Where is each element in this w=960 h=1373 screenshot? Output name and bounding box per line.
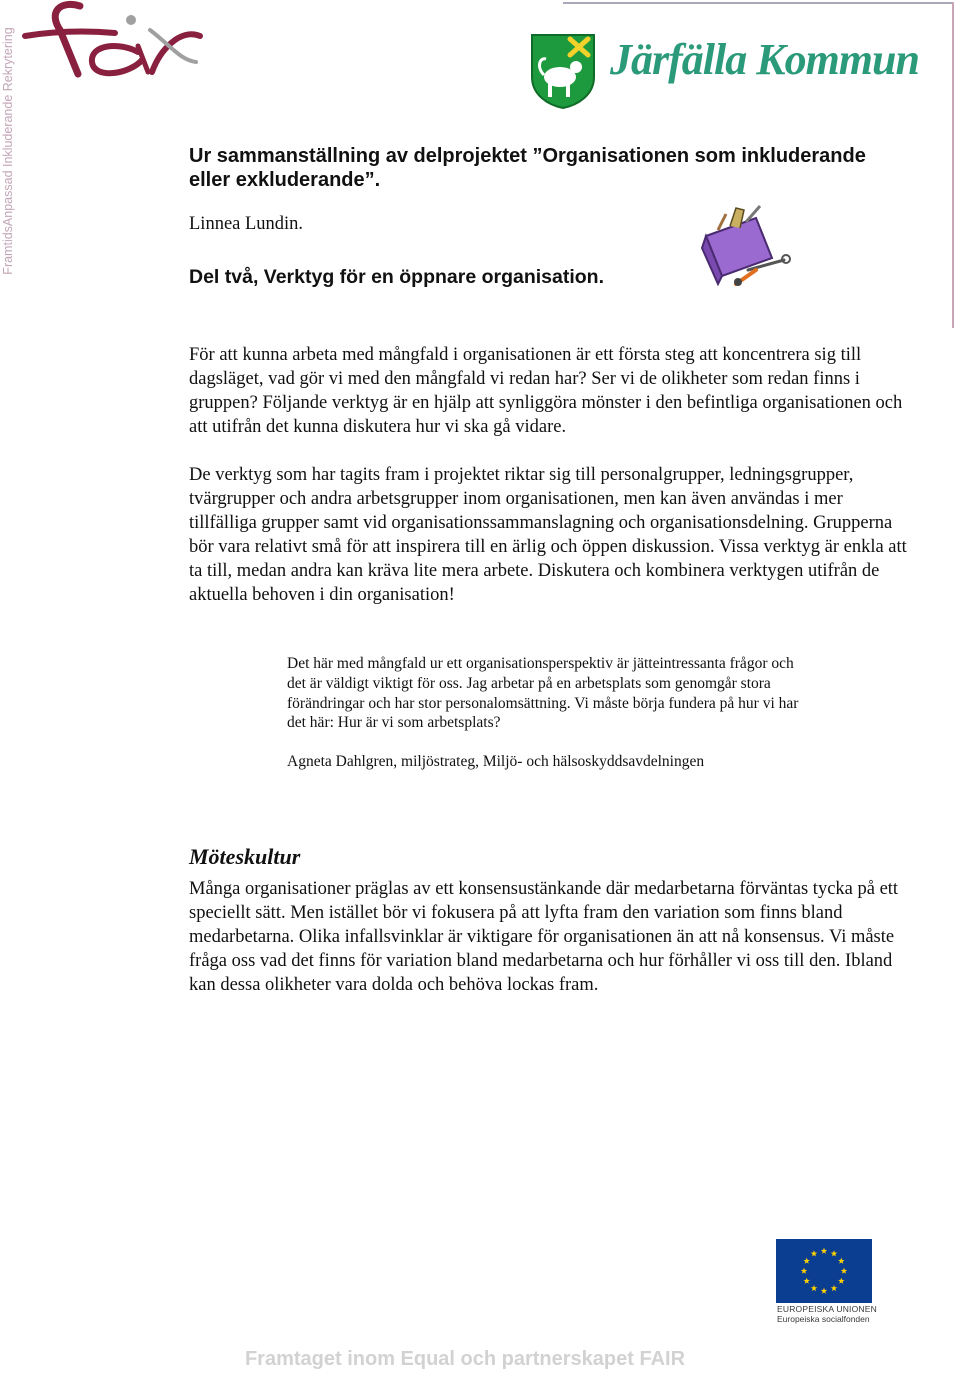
- jarfalla-kommun-logo-text: Järfälla Kommun: [610, 35, 919, 84]
- eu-flag-icon: [776, 1239, 872, 1303]
- author-name: Linnea Lundin.: [189, 214, 304, 234]
- toolbox-icon: [700, 204, 792, 290]
- eu-sublabel: Europeiska socialfonden: [777, 1314, 870, 1324]
- page-footer: Framtaget inom Equal och partnerskapet FAIR: [244, 1348, 686, 1370]
- fair-logo: [20, 0, 205, 85]
- paragraph-moteskultur: Många organisationer präglas av ett konsensustänkande där medarbetarna förväntas tycka på ett speciellt sätt. Men istället bör vi fokusera på att lyfta fram den variation som finns bland medarbetarna. Olika infallsvinklar är viktigare för organisationen än att nå konsensus. Vi måste fråga oss vad det finns för variation bland medarbetarna och hur förhåller vi oss till den. Ibland kan dessa olikheter vara dolda och behöva lockas fram.: [189, 879, 899, 995]
- document-title: Ur sammanställning av delprojektet ”Organisationen som inkluderande eller exkluderande”.: [189, 145, 866, 191]
- paragraph-intro: För att kunna arbeta med mångfald i organisationen är ett första steg att koncentrera sig till dagsläget, vad gör vi med den mångfald vi redan har? Ser vi de olikheter som redan finns i gruppen? Följande verktyg är en hjälp att synliggöra mönster i den befintliga organisationen och att utifrån det kunna diskutera hur vi ska gå vidare.: [189, 345, 903, 437]
- side-vertical-text: FramtidsAnpassad Inkluderande Rekrytering: [1, 27, 15, 275]
- jarfalla-shield-icon: [530, 33, 596, 109]
- frame-top-line: [563, 2, 954, 4]
- section-subtitle: Del två, Verktyg för en öppnare organisation.: [189, 266, 605, 288]
- paragraph-tools: De verktyg som har tagits fram i projektet riktar sig till personalgrupper, ledningsgrupper, tvärgrupper och andra arbetsgrupper inom organisationen, men kan även användas i mer tillfälliga grupper samt vid organisationssammanslagning och organisationsdelning. Grupperna bör vara relativt små för att inspirera till en ärlig och öppen diskussion. Vissa verktyg är enkla att ta till, medan andra kan kräva lite mera arbete. Diskutera och kombinera verktygen utifrån de aktuella behoven i din organisation!: [189, 465, 907, 605]
- quote-text: Det här med mångfald ur ett organisationsperspektiv är jätteintressanta frågor och det är väldigt viktigt för oss. Jag arbetar på en arbetsplats som genomgår stora förändringar och har stor personalomsättning. Vi måste börja fundera på hur vi har det här: Hur är vi som arbetsplats?: [287, 655, 799, 732]
- eu-label: EUROPEISKA UNIONEN: [777, 1304, 877, 1314]
- heading-moteskultur: Möteskultur: [189, 844, 301, 869]
- quote-author: Agneta Dahlgren, miljöstrateg, Miljö- och hälsoskyddsavdelningen: [287, 753, 705, 770]
- frame-right-line: [952, 2, 954, 328]
